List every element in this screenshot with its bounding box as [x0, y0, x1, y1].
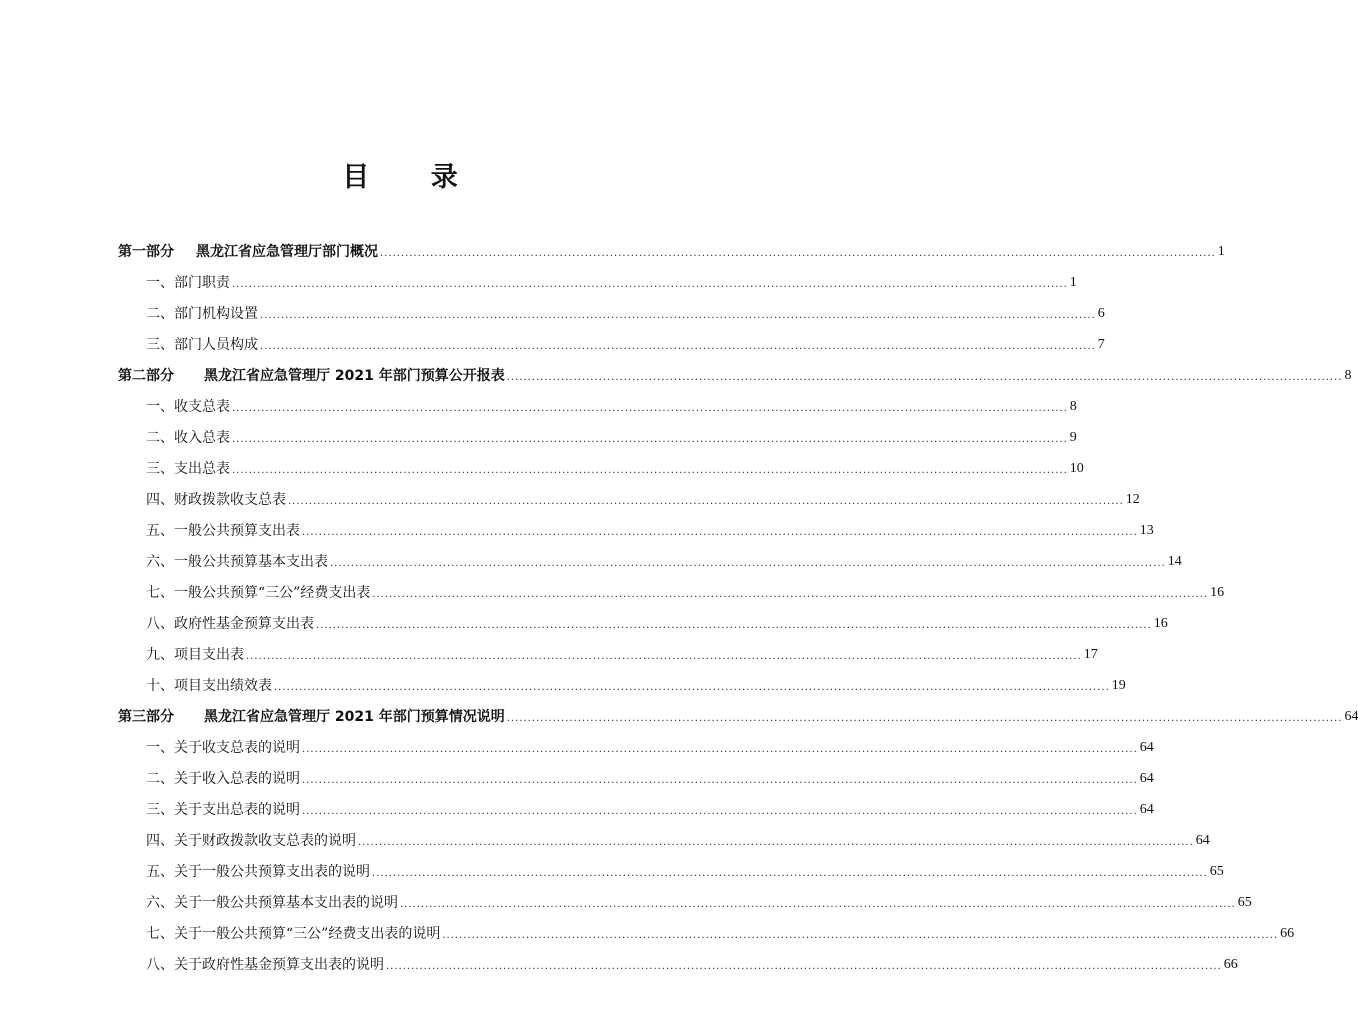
- toc-section-entry[interactable]: [118, 912, 1295, 943]
- toc-entry-title: 九、项目支出表: [146, 647, 244, 663]
- toc-dot-leader: ........................................................................................................................................................................................................: [302, 744, 1138, 755]
- toc-section-entry[interactable]: [118, 726, 1154, 757]
- toc-section-entry[interactable]: [118, 881, 1252, 912]
- toc-entry-label: [146, 894, 398, 912]
- toc-part-number: 第二部分: [118, 368, 174, 384]
- toc-section-entry[interactable]: [118, 633, 1098, 664]
- toc-entry-title: 三、支出总表: [146, 461, 230, 477]
- toc-dot-leader: ........................................................................................................................................................................................................: [372, 868, 1208, 879]
- toc-dot-leader: ........................................................................................................................................................................................................: [372, 589, 1209, 600]
- toc-part-number: 第三部分: [118, 709, 174, 725]
- toc-entry-label: [146, 801, 300, 819]
- toc-section-entry[interactable]: [118, 478, 1140, 509]
- toc-section-entry[interactable]: [118, 819, 1210, 850]
- toc-section-entry[interactable]: [118, 664, 1126, 695]
- toc-dot-leader: ........................................................................................................................................................................................................: [232, 279, 1068, 290]
- toc-section-entry[interactable]: [118, 540, 1182, 571]
- toc-entry-label: [146, 398, 230, 416]
- toc-page-number: 12: [1125, 492, 1140, 507]
- toc-dot-leader: ........................................................................................................................................................................................................: [302, 527, 1138, 538]
- toc-entry-label: [146, 832, 356, 850]
- toc-page-number: 6: [1097, 306, 1105, 321]
- toc-page-number: 66: [1223, 957, 1238, 972]
- toc-entry-title: 二、收入总表: [146, 430, 230, 446]
- toc-entry-title: 五、一般公共预算支出表: [146, 523, 300, 539]
- toc-entry-label: [146, 522, 300, 540]
- toc-dot-leader: ........................................................................................................................................................................................................: [506, 372, 1343, 383]
- toc-dot-leader: ........................................................................................................................................................................................................: [232, 434, 1068, 445]
- toc-part-entry[interactable]: [118, 354, 1352, 385]
- toc-section-entry[interactable]: [118, 757, 1154, 788]
- toc-entry-title: 二、部门机构设置: [146, 306, 258, 322]
- toc-page-number: 66: [1280, 926, 1295, 941]
- toc-dot-leader: ........................................................................................................................................................................................................: [442, 930, 1279, 941]
- toc-dot-leader: ........................................................................................................................................................................................................: [302, 806, 1138, 817]
- toc-dot-leader: ........................................................................................................................................................................................................: [260, 341, 1096, 352]
- toc-entry-title: 六、关于一般公共预算基本支出表的说明: [146, 895, 398, 911]
- toc-entry-label: [146, 925, 440, 943]
- toc-section-entry[interactable]: [118, 943, 1238, 974]
- toc-entry-label: [146, 336, 258, 354]
- toc-entry-label: [146, 553, 328, 571]
- toc-entry-title: 八、政府性基金预算支出表: [146, 616, 314, 632]
- toc-entry-label: [146, 491, 286, 509]
- toc-dot-leader: ........................................................................................................................................................................................................: [246, 651, 1082, 662]
- toc-entry-title: 一、收支总表: [146, 399, 230, 415]
- toc-entry-title: 二、关于收入总表的说明: [146, 771, 300, 787]
- toc-entry-label: [146, 770, 300, 788]
- toc-page-number: 14: [1167, 554, 1182, 569]
- toc-dot-leader: ........................................................................................................................................................................................................: [274, 682, 1110, 693]
- toc-page-number: 7: [1097, 337, 1105, 352]
- toc-dot-leader: ........................................................................................................................................................................................................: [400, 899, 1236, 910]
- toc-entry-title: 三、关于支出总表的说明: [146, 802, 300, 818]
- toc-dot-leader: ........................................................................................................................................................................................................: [302, 775, 1138, 786]
- toc-page-number: 1: [1217, 244, 1225, 259]
- toc-entry-title: 一、部门职责: [146, 275, 230, 291]
- toc-dot-leader: ........................................................................................................................................................................................................: [288, 496, 1124, 507]
- toc-page-number: 16: [1153, 616, 1168, 631]
- toc-page-number: 64: [1139, 771, 1154, 786]
- toc-entry-label: [118, 708, 505, 726]
- toc-entry-title: 三、部门人员构成: [146, 337, 258, 353]
- toc-dot-leader: ........................................................................................................................................................................................................: [316, 620, 1152, 631]
- toc-section-entry[interactable]: [118, 571, 1225, 602]
- toc-section-entry[interactable]: [118, 850, 1224, 881]
- toc-entry-label: [146, 863, 370, 881]
- toc-page-number: 65: [1209, 864, 1224, 879]
- toc-dot-leader: ........................................................................................................................................................................................................: [232, 403, 1068, 414]
- toc-entry-title: 四、财政拨款收支总表: [146, 492, 286, 508]
- toc-entry-title: 七、关于一般公共预算“三公”经费支出表的说明: [146, 926, 441, 942]
- toc-entry-label: [118, 367, 505, 385]
- toc-dot-leader: ........................................................................................................................................................................................................: [386, 961, 1222, 972]
- toc-entry-title: 七、一般公共预算“三公”经费支出表: [146, 585, 371, 601]
- toc-dot-leader: ........................................................................................................................................................................................................: [358, 837, 1194, 848]
- toc-entry-label: [146, 274, 230, 292]
- toc-dot-leader: ........................................................................................................................................................................................................: [330, 558, 1166, 569]
- toc-section-entry[interactable]: [118, 323, 1105, 354]
- toc-page-number: 64: [1195, 833, 1210, 848]
- toc-page-number: 10: [1069, 461, 1084, 476]
- toc-section-entry[interactable]: [118, 261, 1077, 292]
- toc-page-number: 17: [1083, 647, 1098, 662]
- toc-entry-title: 黑龙江省应急管理厅 2021 年部门预算公开报表: [204, 368, 505, 384]
- toc-entry-title: 一、关于收支总表的说明: [146, 740, 300, 756]
- toc-section-entry[interactable]: [118, 416, 1077, 447]
- toc-page-number: 16: [1210, 585, 1225, 600]
- toc-section-entry[interactable]: [118, 788, 1154, 819]
- toc-entry-title: 四、关于财政拨款收支总表的说明: [146, 833, 356, 849]
- toc-section-entry[interactable]: [118, 602, 1168, 633]
- toc-dot-leader: ........................................................................................................................................................................................................: [232, 465, 1068, 476]
- page-title: 目 录: [342, 162, 484, 193]
- toc-entry-label: [118, 243, 378, 261]
- toc-entry-label: [146, 429, 230, 447]
- toc-section-entry[interactable]: [118, 292, 1105, 323]
- toc-page-number: 65: [1237, 895, 1252, 910]
- toc-entry-title: 十、项目支出绩效表: [146, 678, 272, 694]
- table-of-contents: [118, 230, 1358, 974]
- toc-entry-title: 六、一般公共预算基本支出表: [146, 554, 328, 570]
- toc-entry-title: 黑龙江省应急管理厅部门概况: [196, 244, 378, 260]
- toc-section-entry[interactable]: [118, 385, 1077, 416]
- toc-page-number: 64: [1139, 740, 1154, 755]
- toc-part-entry[interactable]: [118, 695, 1358, 726]
- toc-page-number: 64: [1344, 709, 1358, 724]
- toc-entry-label: [146, 305, 258, 323]
- toc-page-number: 8: [1069, 399, 1077, 414]
- toc-dot-leader: ........................................................................................................................................................................................................: [380, 248, 1216, 259]
- toc-page-number: 64: [1139, 802, 1154, 817]
- toc-entry-title: 八、关于政府性基金预算支出表的说明: [146, 957, 384, 973]
- toc-dot-leader: ........................................................................................................................................................................................................: [506, 713, 1343, 724]
- toc-entry-title: 黑龙江省应急管理厅 2021 年部门预算情况说明: [204, 709, 505, 725]
- toc-page-number: 13: [1139, 523, 1154, 538]
- toc-entry-label: [146, 615, 314, 633]
- toc-entry-label: [146, 646, 244, 664]
- toc-dot-leader: ........................................................................................................................................................................................................: [260, 310, 1096, 321]
- toc-part-number: 第一部分: [118, 244, 174, 260]
- toc-page-number: 1: [1069, 275, 1077, 290]
- toc-entry-label: [146, 956, 384, 974]
- toc-page-number: 9: [1069, 430, 1077, 445]
- toc-entry-label: [146, 460, 230, 478]
- toc-section-entry[interactable]: [118, 509, 1154, 540]
- toc-entry-title: 五、关于一般公共预算支出表的说明: [146, 864, 370, 880]
- toc-section-entry[interactable]: [118, 447, 1084, 478]
- toc-entry-label: [146, 677, 272, 695]
- toc-page-number: 19: [1111, 678, 1126, 693]
- toc-part-entry[interactable]: [118, 230, 1225, 261]
- toc-entry-label: [146, 584, 370, 602]
- toc-page-number: 8: [1344, 368, 1352, 383]
- toc-entry-label: [146, 739, 300, 757]
